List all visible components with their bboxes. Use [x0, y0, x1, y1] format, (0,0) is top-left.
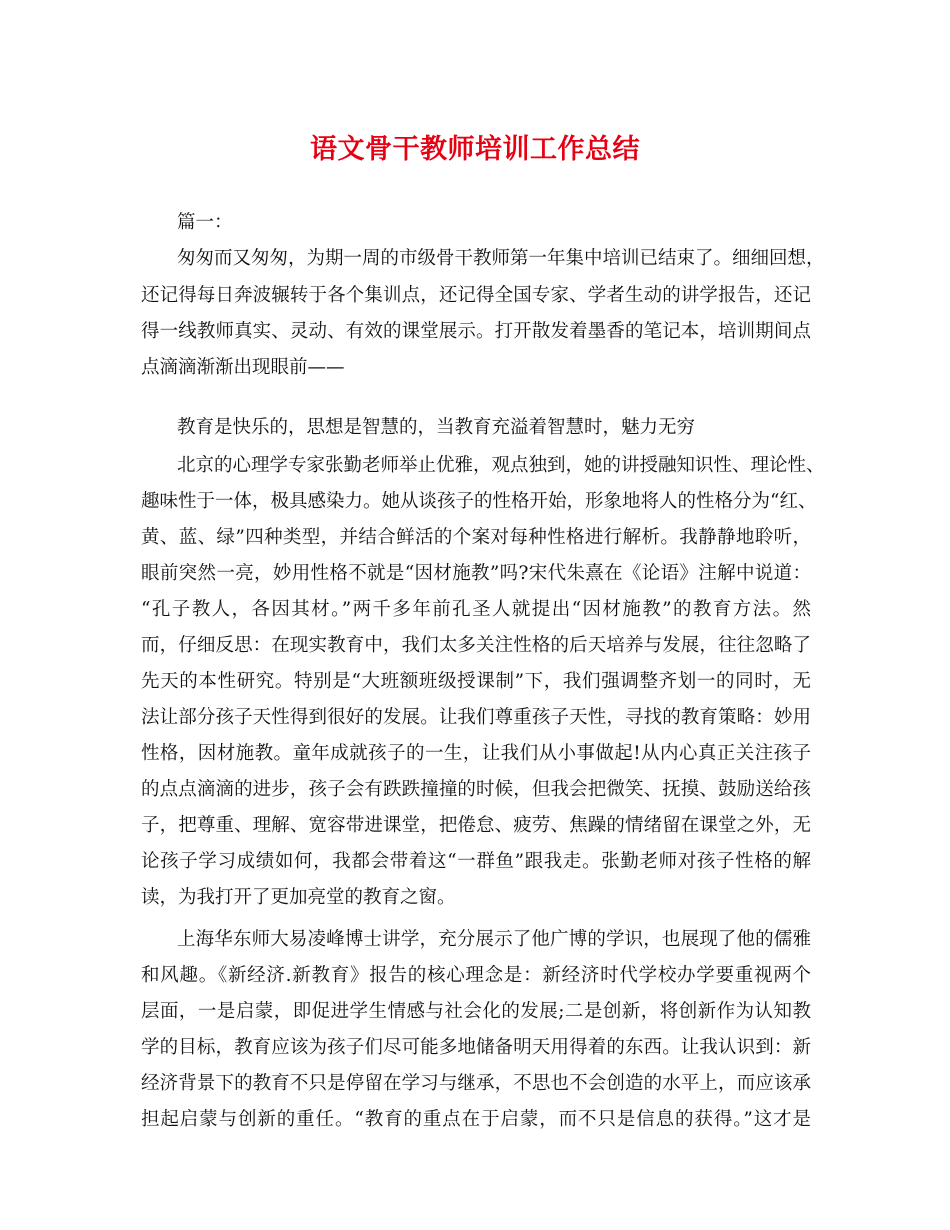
paragraph-line: 还记得每日奔波辗转于各个集训点，还记得全国专家、学者生动的讲学报告，还记 — [141, 285, 811, 306]
paragraph-line: 得一线教师真实、灵动、有效的课堂展示。打开散发着墨香的笔记本，培训期间点 — [141, 321, 811, 342]
paragraph-line: 子，把尊重、理解、宽容带进课堂，把倦怠、疲劳、焦躁的情绪留在课堂之外，无 — [141, 815, 811, 836]
paragraph-line: 法让部分孩子天性得到很好的发展。让我们尊重孩子天性，寻找的教育策略：妙用 — [141, 707, 811, 728]
paragraph-line: 匆匆而又匆匆，为期一周的市级骨干教师第一年集中培训已结束了。细细回想， — [177, 248, 825, 269]
paragraph-line: 而，仔细反思：在现实教育中，我们太多关注性格的后天培养与发展，往往忽略了 — [141, 635, 811, 656]
paragraph-line: 层面，一是启蒙，即促进学生情感与社会化的发展;二是创新，将创新作为认知教 — [141, 1001, 811, 1022]
paragraph-line: 读，为我打开了更加亮堂的教育之窗。 — [141, 887, 456, 908]
paragraph-line: 黄、蓝、绿”四种类型，并结合鲜活的个案对每种性格进行解析。我静静地聆听， — [141, 527, 811, 548]
section-heading: 篇一： — [177, 212, 233, 233]
paragraph-line: 性格，因材施教。童年成就孩子的一生，让我们从小事做起!从内心真正关注孩子 — [141, 743, 811, 764]
paragraph-line: 担起启蒙与创新的重任。“教育的重点在于启蒙，而不只是信息的获得。”这才是 — [141, 1109, 811, 1130]
paragraph-line: 北京的心理学专家张勤老师举止优雅，观点独到，她的讲授融知识性、理论性、 — [177, 455, 825, 476]
paragraph-line: 上海华东师大易凌峰博士讲学，充分展示了他广博的学识，也展现了他的儒雅 — [177, 929, 811, 950]
paragraph-line: 趣味性于一体，极具感染力。她从谈孩子的性格开始，形象地将人的性格分为“红、 — [141, 491, 817, 512]
paragraph-line: 和风趣。《新经济.新教育》报告的核心理念是：新经济时代学校办学要重视两个 — [141, 965, 811, 986]
paragraph-line: 经济背景下的教育不只是停留在学习与继承，不思也不会创造的水平上，而应该承 — [141, 1073, 811, 1094]
document-title: 语文骨干教师培训工作总结 — [310, 134, 640, 165]
paragraph-line: 先天的本性研究。特别是“大班额班级授课制”下，我们强调整齐划一的同时，无 — [141, 671, 811, 692]
paragraph-line: 的点点滴滴的进步，孩子会有跌跌撞撞的时候，但我会把微笑、抚摸、鼓励送给孩 — [141, 779, 811, 800]
paragraph-line: 学的目标，教育应该为孩子们尽可能多地储备明天用得着的东西。让我认识到：新 — [141, 1037, 811, 1058]
paragraph-line: 眼前突然一亮，妙用性格不就是“因材施教”吗?宋代朱熹在《论语》注解中说道： — [141, 563, 811, 584]
paragraph-line: 点滴滴渐渐出现眼前—— — [141, 357, 345, 378]
paragraph-line: “孔子教人，各因其材。”两千多年前孔圣人就提出“因材施教”的教育方法。然 — [141, 599, 811, 620]
paragraph-line: 教育是快乐的，思想是智慧的，当教育充溢着智慧时，魅力无穷 — [177, 417, 696, 438]
paragraph-line: 论孩子学习成绩如何，我都会带着这“一群鱼”跟我走。张勤老师对孩子性格的解 — [141, 851, 811, 872]
